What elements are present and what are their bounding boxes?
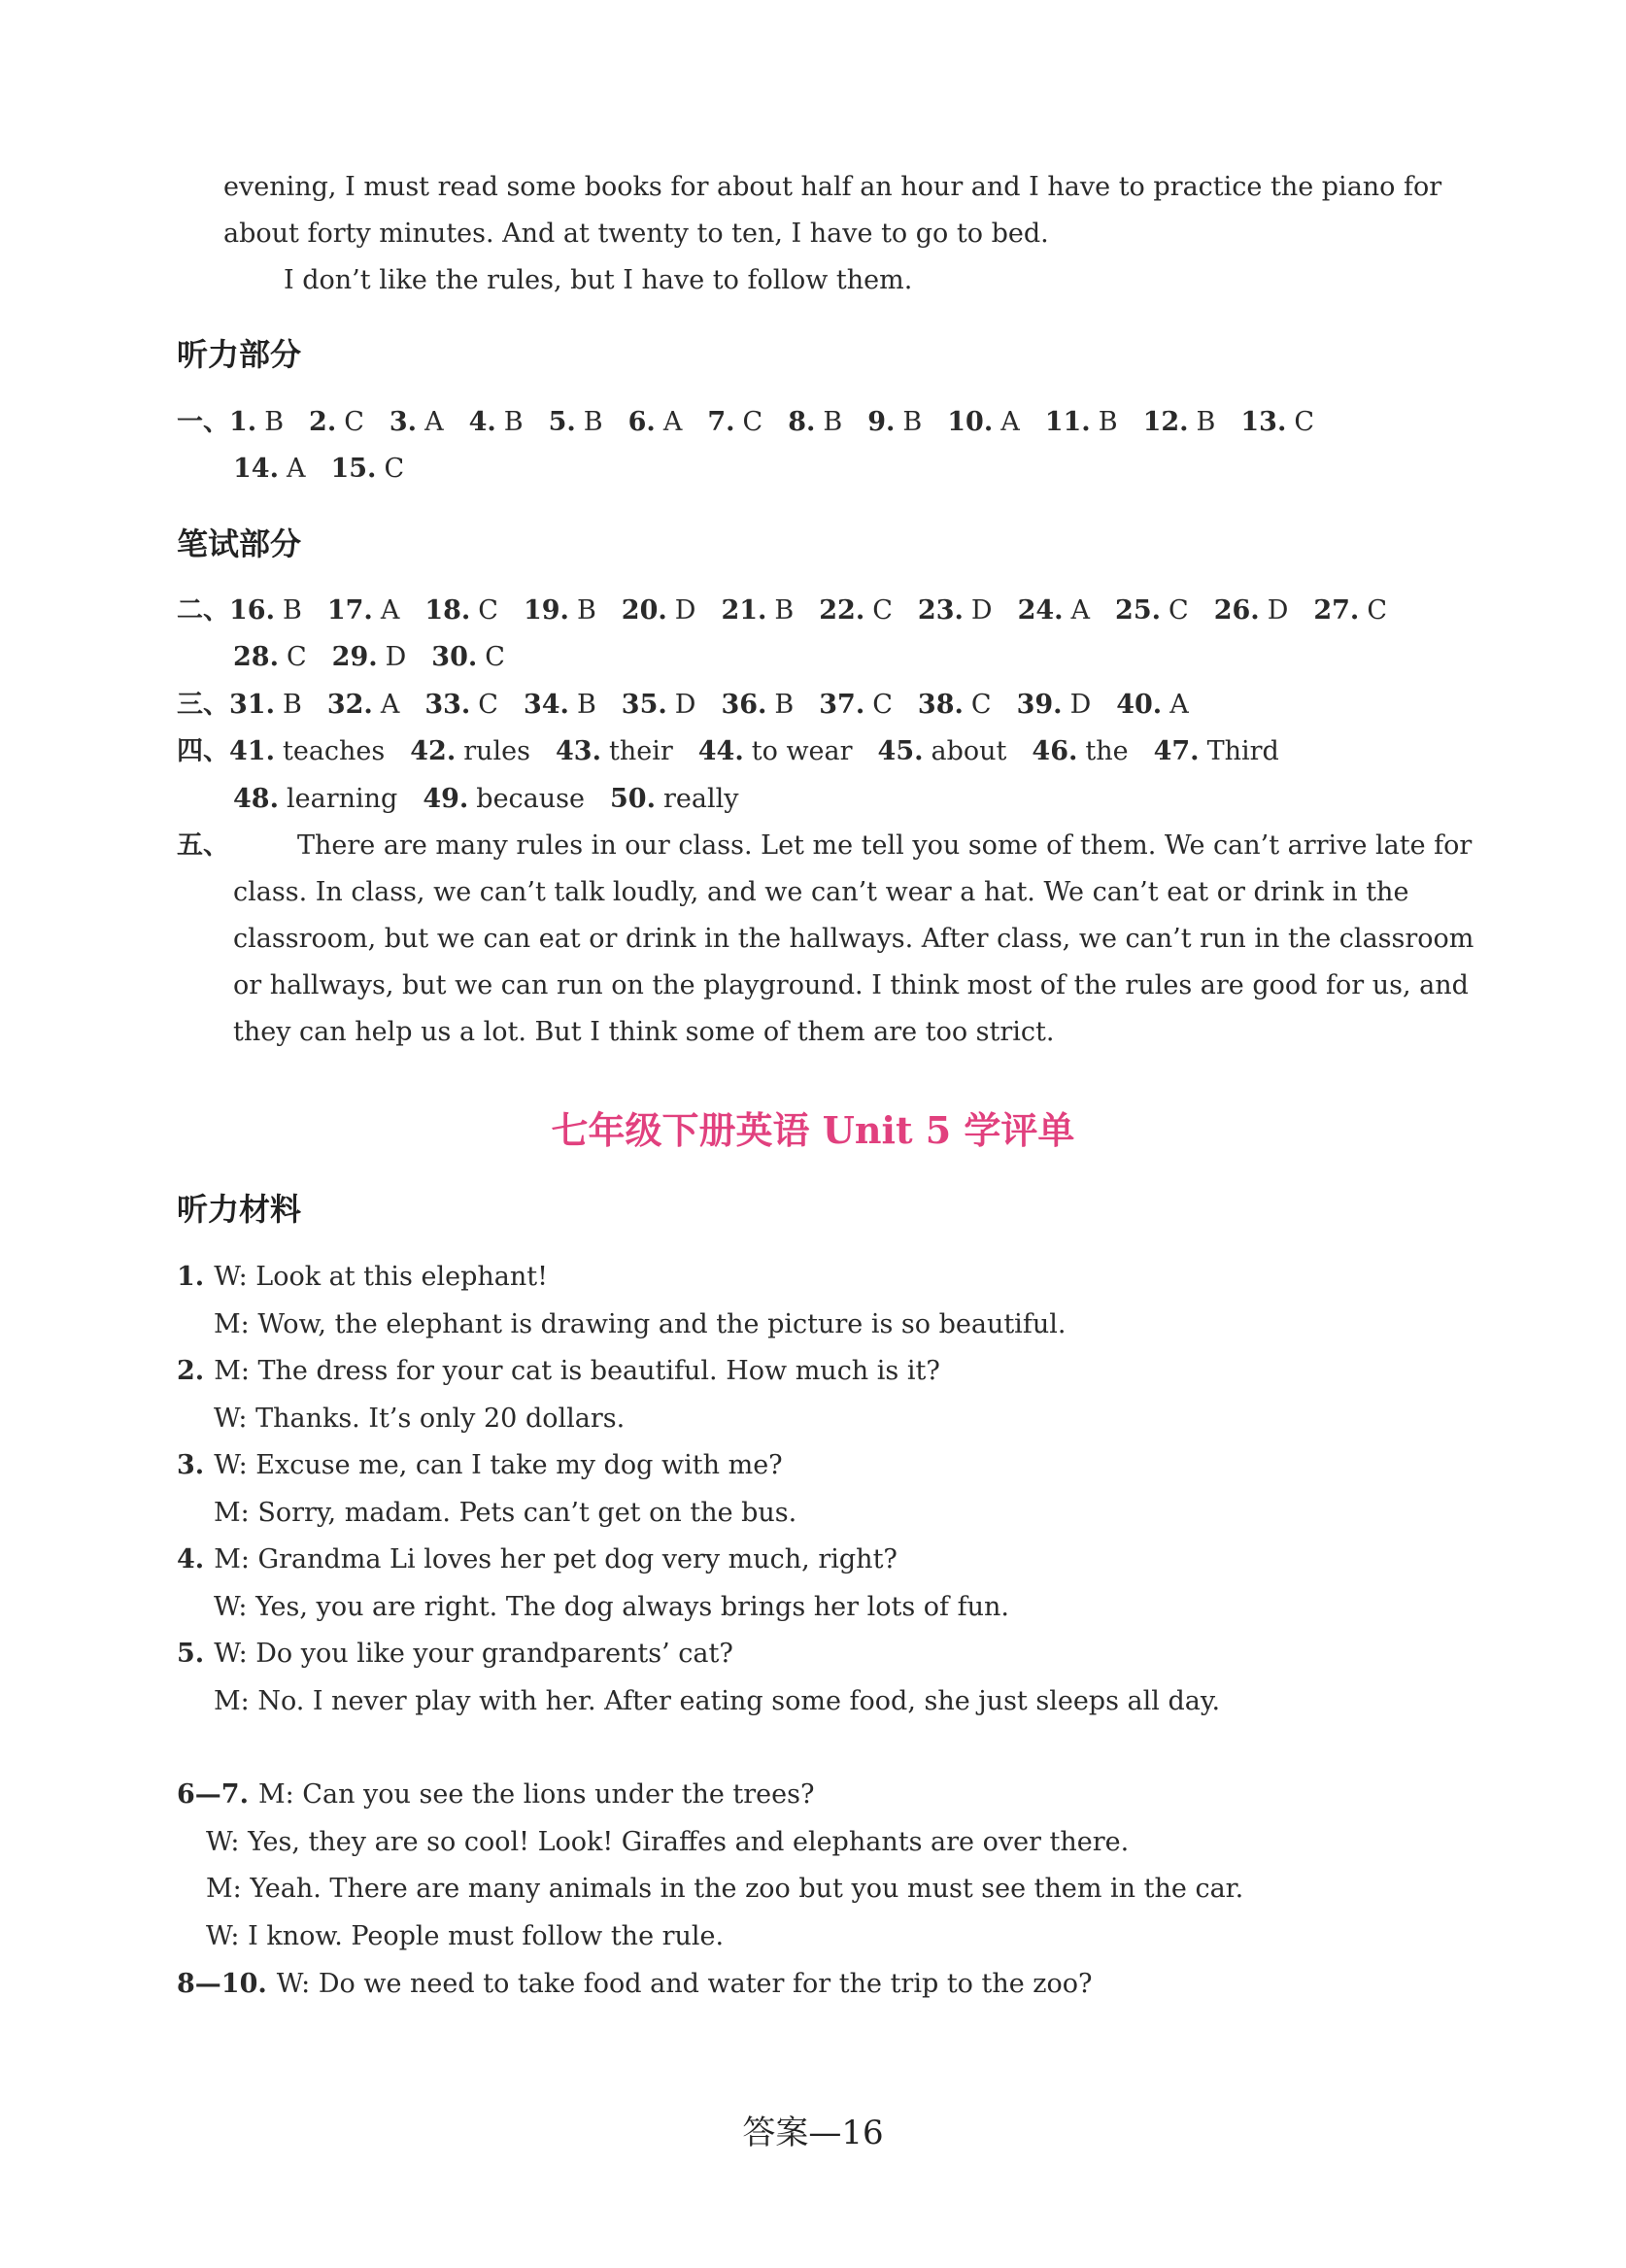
question-number: 35. bbox=[621, 690, 667, 720]
question-number: 32. bbox=[326, 690, 373, 720]
dialogue-text: M: No. I never play with her. After eating some food, she just sleeps all day. bbox=[214, 1685, 1221, 1716]
answer-item bbox=[1115, 588, 1189, 634]
question-number: 5. bbox=[548, 407, 576, 437]
answer-value: B bbox=[264, 407, 285, 437]
answer-item bbox=[390, 399, 444, 446]
question-number: 1. bbox=[229, 407, 257, 437]
section-heading-listening: 听力部分 bbox=[177, 336, 302, 373]
answer-item bbox=[229, 728, 385, 775]
question-number: 20. bbox=[621, 595, 667, 626]
answer-item bbox=[867, 399, 922, 446]
dialogue-text: W: Excuse me, can I take my dog with me? bbox=[214, 1450, 783, 1480]
answer-item bbox=[1143, 399, 1216, 446]
answer-value: D bbox=[970, 595, 993, 626]
question-number: 30. bbox=[431, 642, 478, 672]
question-number: 28. bbox=[233, 642, 279, 672]
dialogue-line bbox=[214, 1302, 1066, 1348]
answer-value: B bbox=[583, 407, 603, 437]
answer-row bbox=[233, 634, 530, 681]
question-number: 42. bbox=[410, 736, 457, 766]
question-number: 31. bbox=[229, 690, 275, 720]
question-number: 7. bbox=[707, 407, 735, 437]
question-number: 43. bbox=[556, 736, 601, 766]
question-number: 45. bbox=[877, 736, 924, 766]
answer-value: C bbox=[286, 642, 307, 672]
answer-item bbox=[707, 399, 762, 446]
answer-value: learning bbox=[286, 784, 398, 814]
answer-item bbox=[309, 399, 364, 446]
answer-item bbox=[721, 682, 794, 728]
answer-value: B bbox=[774, 690, 795, 720]
question-number: 27. bbox=[1313, 595, 1360, 626]
answer-item bbox=[819, 588, 893, 634]
answer-item bbox=[947, 399, 1019, 446]
question-number: 29. bbox=[331, 642, 378, 672]
essay-line: they can help us a lot. But I think some of them are too strict. bbox=[233, 1017, 1055, 1047]
dialogue-number: 5. bbox=[177, 1639, 205, 1669]
answer-value: C bbox=[742, 407, 763, 437]
dialogue-text: W: Do we need to take food and water for the trip to the zoo? bbox=[276, 1969, 1093, 1999]
answer-item bbox=[622, 682, 696, 728]
question-number: 24. bbox=[1017, 595, 1064, 626]
essay-paragraph bbox=[233, 823, 1474, 1056]
answer-value: D bbox=[1069, 690, 1092, 720]
question-number: 17. bbox=[326, 595, 373, 626]
answer-item bbox=[330, 446, 404, 492]
answer-value: B bbox=[282, 595, 302, 626]
answer-item bbox=[524, 588, 596, 634]
question-number: 26. bbox=[1213, 595, 1260, 626]
answer-value: C bbox=[384, 454, 405, 484]
dialogue-text: M: Sorry, madam. Pets can’t get on the bus. bbox=[214, 1497, 797, 1528]
answer-value: C bbox=[872, 595, 893, 626]
question-number: 47. bbox=[1153, 736, 1200, 766]
question-number: 36. bbox=[721, 690, 767, 720]
answer-value: D bbox=[385, 642, 407, 672]
answer-item bbox=[1018, 588, 1090, 634]
part-label: 三、 bbox=[177, 690, 229, 720]
answer-value: teaches bbox=[282, 736, 386, 766]
answer-value: B bbox=[902, 407, 923, 437]
unit-title: 七年级下册英语 Unit 5 学评单 bbox=[551, 1108, 1075, 1152]
question-number: 34. bbox=[523, 690, 569, 720]
dialogue-text: M: Wow, the elephant is drawing and the picture is so beautiful. bbox=[214, 1308, 1067, 1339]
part-label: 二、 bbox=[177, 595, 229, 626]
dialogue-line bbox=[214, 1490, 796, 1537]
question-number: 15. bbox=[330, 454, 377, 484]
intro-line: about forty minutes. And at twenty to ten, I have to go to bed. bbox=[223, 219, 1049, 249]
part-label: 五、 bbox=[177, 830, 229, 861]
answer-row bbox=[177, 682, 1214, 728]
answer-item bbox=[918, 682, 992, 728]
dialogue-text: W: Do you like your grandparents’ cat? bbox=[214, 1639, 733, 1669]
dialogue-number: 6—7. bbox=[177, 1779, 249, 1810]
dialogue-number: 3. bbox=[177, 1450, 205, 1480]
answer-value: A bbox=[380, 595, 400, 626]
answer-item bbox=[332, 634, 407, 681]
question-number: 25. bbox=[1115, 595, 1162, 626]
dialogue-number: 8—10. bbox=[177, 1969, 267, 1999]
question-number: 37. bbox=[819, 690, 865, 720]
essay-line: classroom, but we can eat or drink in the hallways. After class, we can’t run in the classroom bbox=[233, 924, 1474, 954]
answer-value: C bbox=[1294, 407, 1315, 437]
question-number: 50. bbox=[610, 784, 656, 814]
question-number: 10. bbox=[947, 407, 994, 437]
dialogue-text: W: I know. People must follow the rule. bbox=[206, 1920, 725, 1951]
answer-item bbox=[1017, 682, 1092, 728]
question-number: 23. bbox=[917, 595, 964, 626]
answer-value: A bbox=[380, 690, 400, 720]
question-number: 38. bbox=[917, 690, 964, 720]
answer-value: B bbox=[823, 407, 843, 437]
question-number: 48. bbox=[233, 784, 279, 814]
answer-item bbox=[229, 588, 302, 634]
answer-value: B bbox=[1196, 407, 1216, 437]
answer-item bbox=[1154, 728, 1279, 775]
dialogue-text: M: The dress for your cat is beautiful. How much is it? bbox=[214, 1356, 940, 1386]
dialogue-line bbox=[177, 1772, 814, 1818]
question-number: 14. bbox=[233, 454, 279, 484]
dialogue-line bbox=[206, 1819, 1129, 1866]
essay-line: class. In class, we can’t talk loudly, and we can’t wear a hat. We can’t eat or drink in the bbox=[233, 877, 1409, 907]
answer-value: A bbox=[1070, 595, 1091, 626]
answer-value: A bbox=[662, 407, 683, 437]
answer-item bbox=[423, 776, 585, 823]
dialogue-text: W: Yes, they are so cool! Look! Giraffes and elephants are over there. bbox=[206, 1826, 1130, 1857]
answer-item bbox=[721, 588, 794, 634]
answer-item bbox=[424, 682, 498, 728]
answer-item bbox=[424, 588, 498, 634]
dialogue-line bbox=[214, 1584, 1009, 1631]
answer-value: A bbox=[1169, 690, 1189, 720]
question-number: 16. bbox=[229, 595, 275, 626]
dialogue-line bbox=[214, 1678, 1220, 1725]
answer-item bbox=[878, 728, 1007, 775]
dialogue-text: M: Yeah. There are many animals in the zoo but you must see them in the car. bbox=[206, 1874, 1244, 1904]
answer-value: C bbox=[1169, 595, 1189, 626]
question-number: 4. bbox=[468, 407, 496, 437]
answer-item bbox=[819, 682, 893, 728]
answer-value: C bbox=[478, 690, 498, 720]
dialogue-line bbox=[177, 1442, 783, 1489]
part-label: 一、 bbox=[177, 407, 229, 437]
essay-line: There are many rules in our class. Let me tell you some of them. We can’t arrive late for bbox=[297, 830, 1473, 861]
dialogue-line bbox=[177, 1537, 898, 1583]
question-number: 9. bbox=[867, 407, 896, 437]
question-number: 46. bbox=[1032, 736, 1078, 766]
intro-paragraph bbox=[223, 164, 1441, 304]
dialogue-line bbox=[177, 1631, 733, 1677]
answer-item bbox=[229, 399, 284, 446]
answer-value: B bbox=[774, 595, 795, 626]
answer-value: D bbox=[1267, 595, 1289, 626]
answer-value: really bbox=[663, 784, 739, 814]
question-number: 18. bbox=[424, 595, 471, 626]
answer-value: rules bbox=[463, 736, 531, 766]
answer-item bbox=[622, 588, 696, 634]
answer-value: B bbox=[576, 690, 596, 720]
answer-value: A bbox=[286, 454, 306, 484]
answer-value: A bbox=[424, 407, 444, 437]
answer-value: because bbox=[476, 784, 586, 814]
dialogue-line bbox=[206, 1866, 1243, 1913]
answer-value: the bbox=[1085, 736, 1129, 766]
question-number: 8. bbox=[788, 407, 816, 437]
essay-line: or hallways, but we can run on the playground. I think most of the rules are good for us, and bbox=[233, 970, 1469, 1000]
answer-item bbox=[327, 588, 399, 634]
dialogue-text: W: Thanks. It’s only 20 dollars. bbox=[214, 1403, 626, 1434]
answer-item bbox=[431, 634, 505, 681]
answer-value: to wear bbox=[751, 736, 853, 766]
dialogue-number: 1. bbox=[177, 1262, 205, 1292]
answer-item bbox=[233, 776, 397, 823]
answer-item bbox=[610, 776, 739, 823]
answer-value: their bbox=[609, 736, 673, 766]
question-number: 12. bbox=[1142, 407, 1189, 437]
dialogue-number: 2. bbox=[177, 1356, 205, 1386]
dialogue-text: W: Look at this elephant! bbox=[214, 1262, 548, 1292]
answer-item bbox=[1240, 399, 1314, 446]
answer-item bbox=[410, 728, 530, 775]
question-number: 13. bbox=[1240, 407, 1287, 437]
answer-item bbox=[229, 682, 302, 728]
answer-item bbox=[327, 682, 399, 728]
answer-value: about bbox=[931, 736, 1007, 766]
answer-item bbox=[1214, 588, 1289, 634]
part-label: 四、 bbox=[177, 736, 229, 766]
answer-item bbox=[698, 728, 853, 775]
question-number: 11. bbox=[1044, 407, 1091, 437]
answer-value: C bbox=[872, 690, 893, 720]
answer-value: D bbox=[674, 595, 696, 626]
answer-item bbox=[1313, 588, 1387, 634]
answer-value: Third bbox=[1206, 736, 1279, 766]
dialogue-text: M: Can you see the lions under the trees? bbox=[257, 1779, 815, 1810]
answer-row bbox=[233, 776, 764, 823]
answer-row bbox=[177, 588, 1412, 634]
dialogue-line bbox=[214, 1396, 625, 1442]
dialogue-text: W: Yes, you are right. The dog always brings her lots of fun. bbox=[214, 1591, 1009, 1622]
answer-value: C bbox=[970, 690, 992, 720]
section-heading-materials: 听力材料 bbox=[177, 1191, 302, 1228]
answer-value: B bbox=[503, 407, 524, 437]
question-number: 49. bbox=[423, 784, 469, 814]
answer-item bbox=[628, 399, 683, 446]
answer-item bbox=[1045, 399, 1118, 446]
answer-row bbox=[177, 823, 229, 869]
dialogue-line bbox=[177, 1348, 940, 1395]
intro-line: evening, I must read some books for about half an hour and I have to practice the piano for bbox=[223, 172, 1442, 202]
section-heading-written: 笔试部分 bbox=[177, 525, 302, 562]
answer-value: C bbox=[1367, 595, 1387, 626]
answer-row bbox=[233, 446, 429, 492]
answer-item bbox=[1032, 728, 1128, 775]
answer-item bbox=[556, 728, 673, 775]
question-number: 6. bbox=[627, 407, 656, 437]
question-number: 41. bbox=[229, 736, 275, 766]
answer-item bbox=[788, 399, 842, 446]
intro-line: I don’t like the rules, but I have to follow them. bbox=[284, 265, 913, 295]
answer-value: B bbox=[576, 595, 596, 626]
dialogue-number: 4. bbox=[177, 1544, 205, 1574]
answer-value: A bbox=[1000, 407, 1020, 437]
dialogue-text: M: Grandma Li loves her pet dog very much, right? bbox=[214, 1544, 898, 1574]
question-number: 2. bbox=[309, 407, 337, 437]
answer-value: D bbox=[674, 690, 696, 720]
question-number: 39. bbox=[1016, 690, 1063, 720]
answer-value: C bbox=[344, 407, 364, 437]
dialogue-line bbox=[177, 1961, 1093, 2008]
answer-item bbox=[233, 634, 307, 681]
question-number: 40. bbox=[1116, 690, 1163, 720]
answer-row bbox=[177, 728, 1304, 775]
dialogue-line bbox=[206, 1913, 724, 1960]
page-footer: 答案—16 bbox=[742, 2114, 884, 2152]
answer-row bbox=[177, 399, 1339, 446]
question-number: 44. bbox=[697, 736, 744, 766]
dialogue-line bbox=[177, 1254, 548, 1301]
answer-item bbox=[469, 399, 524, 446]
answer-item bbox=[918, 588, 993, 634]
answer-value: B bbox=[282, 690, 302, 720]
answer-item bbox=[1116, 682, 1188, 728]
question-number: 22. bbox=[819, 595, 865, 626]
answer-value: C bbox=[485, 642, 505, 672]
question-number: 19. bbox=[523, 595, 569, 626]
answer-item bbox=[233, 446, 305, 492]
answer-value: C bbox=[478, 595, 498, 626]
answer-item bbox=[549, 399, 603, 446]
answer-item bbox=[524, 682, 596, 728]
question-number: 33. bbox=[424, 690, 471, 720]
question-number: 3. bbox=[389, 407, 418, 437]
question-number: 21. bbox=[721, 595, 767, 626]
answer-value: B bbox=[1098, 407, 1118, 437]
